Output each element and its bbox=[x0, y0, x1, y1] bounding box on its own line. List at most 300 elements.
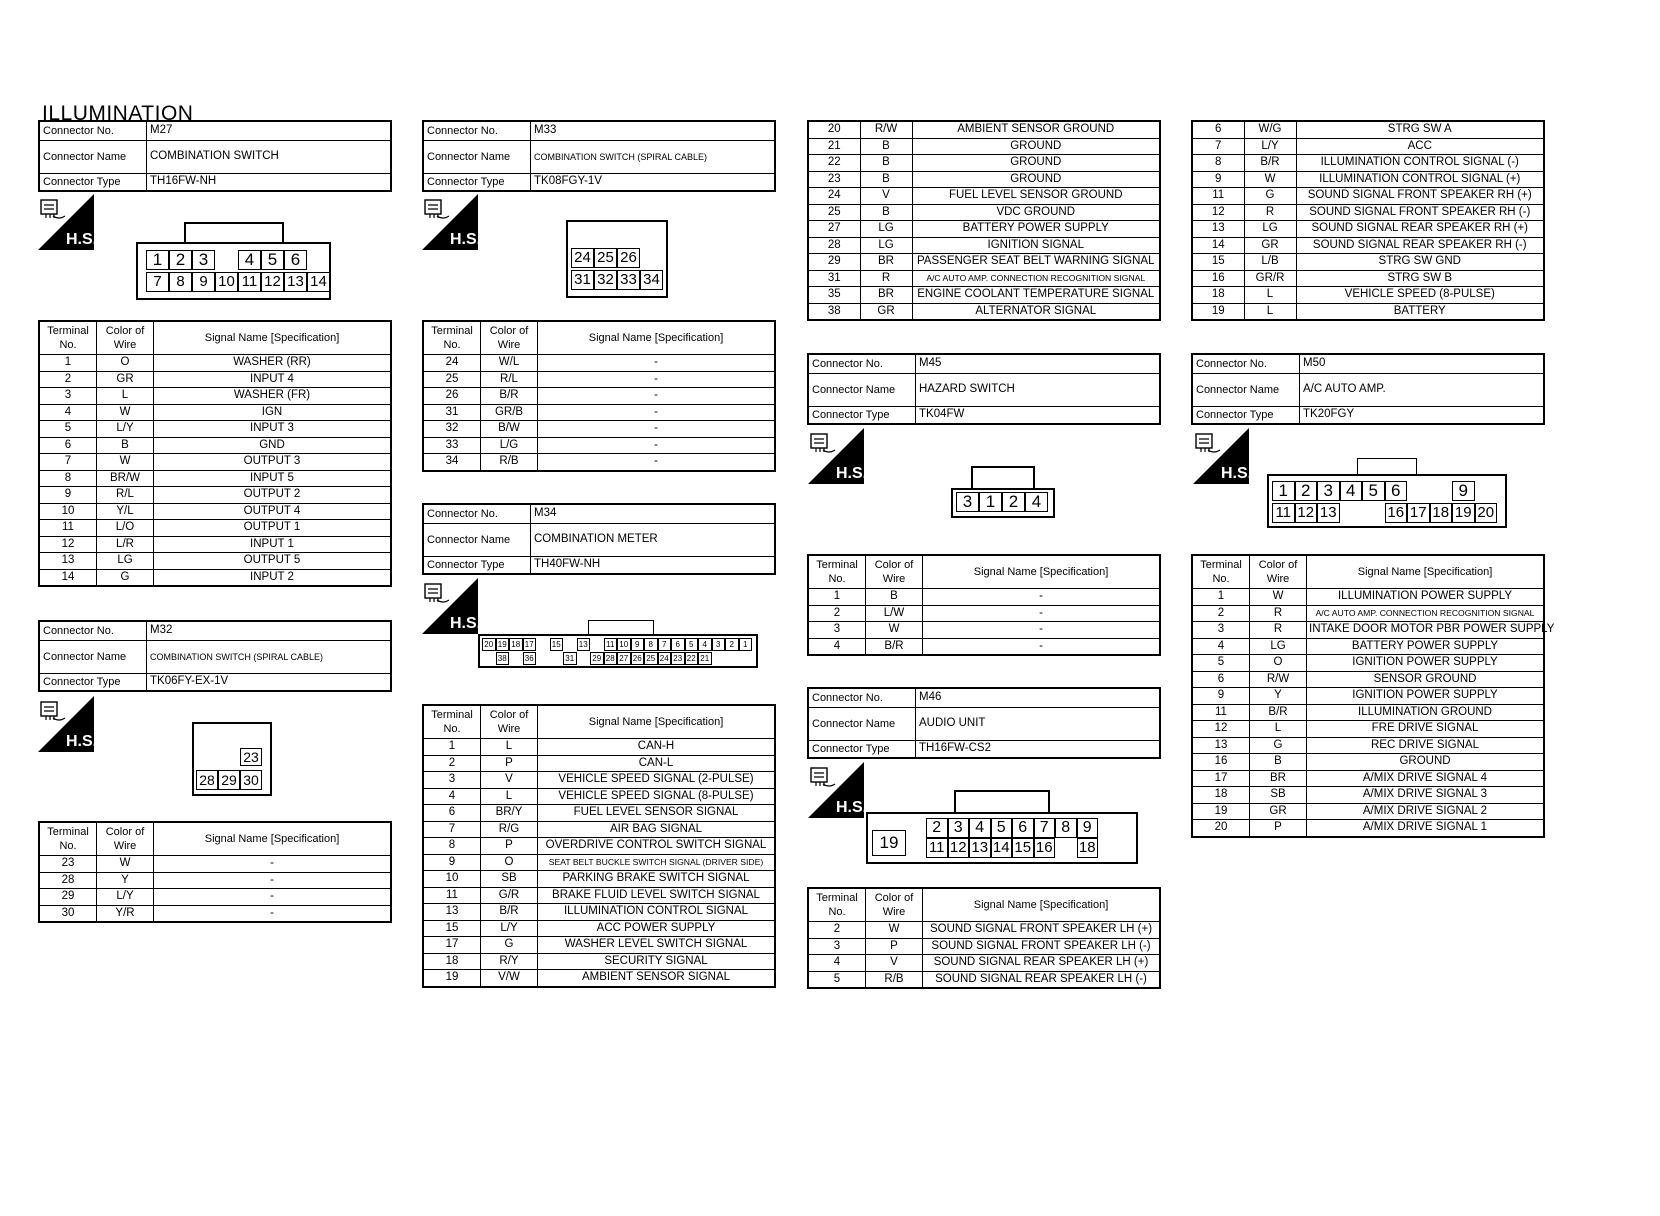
terminal-no: 11 bbox=[1192, 704, 1250, 721]
wire-color: LG bbox=[97, 553, 154, 570]
terminal-no: 34 bbox=[423, 454, 481, 471]
info-label: Connector Name bbox=[423, 141, 531, 174]
terminal-no: 2 bbox=[808, 922, 866, 939]
pin-4: 4 bbox=[698, 638, 712, 651]
terminal-table-m45 bbox=[807, 554, 1161, 656]
table-row bbox=[1192, 622, 1544, 639]
signal-name: SECURITY SIGNAL bbox=[538, 953, 776, 970]
pin-5: 5 bbox=[261, 250, 284, 270]
signal-name: STRG SW B bbox=[1296, 270, 1544, 287]
info-label: Connector Type bbox=[808, 741, 916, 759]
terminal-no: 9 bbox=[39, 487, 97, 504]
wire-color: L/Y bbox=[97, 421, 154, 438]
signal-name: - bbox=[538, 371, 776, 388]
pin-17: 17 bbox=[523, 638, 537, 651]
pin-blank bbox=[590, 638, 604, 651]
connector-number: M46 bbox=[916, 688, 1161, 708]
wire-color: P bbox=[866, 938, 923, 955]
terminal-no: 30 bbox=[39, 905, 97, 922]
terminal-table-m27 bbox=[38, 320, 392, 587]
terminal-no: 2 bbox=[1192, 605, 1250, 622]
terminal-no: 20 bbox=[1192, 820, 1250, 837]
signal-name: FUEL LEVEL SENSOR SIGNAL bbox=[538, 805, 776, 822]
table-row bbox=[808, 638, 1160, 655]
header-cell: Color of Wire bbox=[481, 705, 538, 739]
info-label: Connector No. bbox=[423, 504, 531, 524]
signal-name: ACC bbox=[1296, 138, 1544, 155]
signal-name: ILLUMINATION GROUND bbox=[1307, 704, 1545, 721]
table-header bbox=[423, 321, 775, 355]
pin-17: 17 bbox=[1407, 503, 1430, 523]
pin-11: 11 bbox=[926, 838, 948, 858]
wire-color: B bbox=[1250, 754, 1307, 771]
table-row bbox=[808, 171, 1160, 188]
terminal-no: 6 bbox=[1192, 671, 1250, 688]
terminal-no: 12 bbox=[1192, 204, 1244, 221]
table-row bbox=[808, 270, 1160, 287]
wire-color: R/B bbox=[866, 971, 923, 988]
terminal-no: 4 bbox=[808, 638, 866, 655]
signal-name: INPUT 4 bbox=[154, 371, 392, 388]
wire-color: LG bbox=[860, 221, 912, 238]
info-label: Connector No. bbox=[808, 354, 916, 374]
signal-name: ILLUMINATION POWER SUPPLY bbox=[1307, 589, 1545, 606]
pin-14: 14 bbox=[991, 838, 1013, 858]
pin-2: 2 bbox=[1002, 492, 1025, 512]
pin-25: 25 bbox=[594, 248, 617, 268]
wire-color: R/W bbox=[1250, 671, 1307, 688]
terminal-no: 13 bbox=[39, 553, 97, 570]
terminal-no: 2 bbox=[423, 755, 481, 772]
wire-color: B bbox=[860, 155, 912, 172]
wire-color: BR/W bbox=[97, 470, 154, 487]
wire-color: LG bbox=[1244, 221, 1296, 238]
pin-28: 28 bbox=[604, 652, 618, 665]
table-row bbox=[808, 971, 1160, 988]
signal-name: FUEL LEVEL SENSOR GROUND bbox=[912, 188, 1160, 205]
svg-text:H.S.: H.S. bbox=[836, 465, 868, 482]
wire-color: BR bbox=[860, 287, 912, 304]
signal-name: GROUND bbox=[912, 155, 1160, 172]
table-row bbox=[1192, 754, 1544, 771]
wire-color: SB bbox=[481, 871, 538, 888]
wire-color: B/W bbox=[481, 421, 538, 438]
signal-name: - bbox=[154, 856, 392, 873]
terminal-no: 3 bbox=[1192, 622, 1250, 639]
signal-name: IGNITION POWER SUPPLY bbox=[1307, 688, 1545, 705]
header-cell: Signal Name [Specification] bbox=[154, 321, 392, 355]
terminal-no: 12 bbox=[39, 536, 97, 553]
wire-color: G bbox=[1244, 188, 1296, 205]
signal-name: BATTERY POWER SUPPLY bbox=[912, 221, 1160, 238]
pin-13: 13 bbox=[969, 838, 991, 858]
pin-4: 4 bbox=[1025, 492, 1048, 512]
info-label: Connector No. bbox=[39, 121, 147, 141]
connector-latch-m46 bbox=[954, 790, 1050, 814]
pin-2: 2 bbox=[169, 250, 192, 270]
pin-blank bbox=[509, 652, 523, 665]
signal-name: OUTPUT 1 bbox=[154, 520, 392, 537]
wire-color: R bbox=[1244, 204, 1296, 221]
terminal-no: 4 bbox=[1192, 638, 1250, 655]
signal-name: ACC POWER SUPPLY bbox=[538, 920, 776, 937]
terminal-no: 9 bbox=[423, 854, 481, 871]
table-row bbox=[423, 404, 775, 421]
signal-name: OUTPUT 5 bbox=[154, 553, 392, 570]
header-cell: Color of Wire bbox=[866, 888, 923, 922]
info-label: Connector No. bbox=[39, 621, 147, 641]
table-row bbox=[1192, 303, 1544, 320]
terminal-no: 11 bbox=[39, 520, 97, 537]
pin-16: 16 bbox=[1385, 503, 1408, 523]
signal-name: SEAT BELT BUCKLE SWITCH SIGNAL (DRIVER SIDE) bbox=[538, 854, 776, 871]
wire-color: W bbox=[97, 454, 154, 471]
connector-number: M27 bbox=[147, 121, 392, 141]
header-cell: Color of Wire bbox=[1250, 555, 1307, 589]
table-row bbox=[1192, 704, 1544, 721]
table-row bbox=[1192, 605, 1544, 622]
pin-13: 13 bbox=[284, 272, 307, 292]
wire-color: V bbox=[481, 772, 538, 789]
table-row bbox=[39, 905, 391, 922]
table-header bbox=[1192, 555, 1544, 589]
table-row bbox=[1192, 188, 1544, 205]
wire-color: O bbox=[481, 854, 538, 871]
connector-name: COMBINATION SWITCH bbox=[147, 141, 392, 174]
table-row bbox=[808, 237, 1160, 254]
terminal-no: 26 bbox=[423, 388, 481, 405]
table-row bbox=[808, 155, 1160, 172]
pin-blank bbox=[536, 638, 550, 651]
signal-name: - bbox=[538, 437, 776, 454]
wire-color: O bbox=[97, 355, 154, 372]
wire-color: V bbox=[866, 955, 923, 972]
table-row bbox=[808, 605, 1160, 622]
wire-color: B/R bbox=[481, 904, 538, 921]
signal-name: SOUND SIGNAL FRONT SPEAKER LH (-) bbox=[923, 938, 1161, 955]
header-cell: Terminal No. bbox=[1192, 555, 1250, 589]
terminal-no: 13 bbox=[1192, 737, 1250, 754]
signal-name: PASSENGER SEAT BELT WARNING SIGNAL bbox=[912, 254, 1160, 271]
signal-name: ILLUMINATION CONTROL SIGNAL (-) bbox=[1296, 155, 1544, 172]
terminal-no: 2 bbox=[808, 605, 866, 622]
terminal-no: 33 bbox=[423, 437, 481, 454]
signal-name: VEHICLE SPEED (8-PULSE) bbox=[1296, 287, 1544, 304]
wire-color: B bbox=[860, 204, 912, 221]
table-row bbox=[39, 872, 391, 889]
header-cell: Terminal No. bbox=[808, 555, 866, 589]
signal-name: ENGINE COOLANT TEMPERATURE SIGNAL bbox=[912, 287, 1160, 304]
terminal-no: 15 bbox=[423, 920, 481, 937]
signal-name: OVERDRIVE CONTROL SWITCH SIGNAL bbox=[538, 838, 776, 855]
wire-color: P bbox=[1250, 820, 1307, 837]
table-row bbox=[1192, 671, 1544, 688]
pin-24: 24 bbox=[571, 248, 594, 268]
terminal-table-m46 bbox=[807, 887, 1161, 989]
pin-blank bbox=[482, 652, 496, 665]
wire-color: W bbox=[97, 856, 154, 873]
wire-color: W bbox=[866, 922, 923, 939]
pin-4: 4 bbox=[969, 818, 991, 838]
table-row bbox=[808, 204, 1160, 221]
pin-4: 4 bbox=[238, 250, 261, 270]
table-row bbox=[808, 221, 1160, 238]
table-row bbox=[1192, 589, 1544, 606]
wire-color: R/L bbox=[97, 487, 154, 504]
signal-name: INPUT 3 bbox=[154, 421, 392, 438]
pin-28: 28 bbox=[196, 770, 218, 790]
svg-text:H.S.: H.S. bbox=[66, 733, 98, 750]
wire-color: R/Y bbox=[481, 953, 538, 970]
info-label: Connector Type bbox=[39, 674, 147, 692]
terminal-no: 1 bbox=[423, 739, 481, 756]
signal-name: VEHICLE SPEED SIGNAL (8-PULSE) bbox=[538, 788, 776, 805]
table-row bbox=[808, 589, 1160, 606]
signal-name: INPUT 1 bbox=[154, 536, 392, 553]
pin-1: 1 bbox=[146, 250, 169, 270]
signal-name: SOUND SIGNAL REAR SPEAKER RH (-) bbox=[1296, 237, 1544, 254]
wire-color: B bbox=[866, 589, 923, 606]
connector-info-m27 bbox=[38, 120, 392, 192]
terminal-no: 22 bbox=[808, 155, 860, 172]
wire-color: G bbox=[1250, 737, 1307, 754]
pin-9: 9 bbox=[631, 638, 645, 651]
table-row bbox=[39, 569, 391, 586]
table-row bbox=[39, 404, 391, 421]
terminal-no: 31 bbox=[808, 270, 860, 287]
pin-blank bbox=[218, 748, 240, 766]
connector-type: TK04FW bbox=[916, 407, 1161, 425]
pin-blank bbox=[196, 748, 218, 766]
table-row bbox=[423, 437, 775, 454]
table-row bbox=[39, 454, 391, 471]
pin-34: 34 bbox=[640, 270, 663, 290]
wire-color: GR/R bbox=[1244, 270, 1296, 287]
wire-color: Y bbox=[97, 872, 154, 889]
connector-info-m34 bbox=[422, 503, 776, 575]
wire-color: L bbox=[1244, 287, 1296, 304]
terminal-no: 35 bbox=[808, 287, 860, 304]
terminal-no: 28 bbox=[808, 237, 860, 254]
wire-color: G bbox=[481, 937, 538, 954]
terminal-table-m34-cont bbox=[807, 120, 1161, 321]
info-label: Connector Name bbox=[1192, 374, 1300, 407]
pin-10: 10 bbox=[215, 272, 238, 292]
signal-name: SENSOR GROUND bbox=[1307, 671, 1545, 688]
connector-info-m50 bbox=[1191, 353, 1545, 425]
header-cell: Signal Name [Specification] bbox=[538, 321, 776, 355]
pin-30: 30 bbox=[240, 770, 262, 790]
terminal-no: 18 bbox=[1192, 287, 1244, 304]
table-row bbox=[808, 287, 1160, 304]
terminal-no: 32 bbox=[423, 421, 481, 438]
pin-11: 11 bbox=[604, 638, 618, 651]
signal-name: SOUND SIGNAL REAR SPEAKER RH (+) bbox=[1296, 221, 1544, 238]
terminal-no: 19 bbox=[423, 970, 481, 987]
connector-latch-m34 bbox=[588, 620, 654, 636]
pin-26: 26 bbox=[631, 652, 645, 665]
terminal-no: 18 bbox=[1192, 787, 1250, 804]
terminal-no: 1 bbox=[1192, 589, 1250, 606]
connector-number: M45 bbox=[916, 354, 1161, 374]
terminal-no: 5 bbox=[1192, 655, 1250, 672]
table-header bbox=[423, 705, 775, 739]
table-row bbox=[39, 487, 391, 504]
table-row bbox=[39, 889, 391, 906]
info-label: Connector Type bbox=[423, 557, 531, 575]
pin-1: 1 bbox=[1272, 481, 1295, 501]
pin-10: 10 bbox=[617, 638, 631, 651]
info-label: Connector No. bbox=[423, 121, 531, 141]
terminal-no: 10 bbox=[39, 503, 97, 520]
pin-29: 29 bbox=[590, 652, 604, 665]
table-row bbox=[39, 856, 391, 873]
connector-name: HAZARD SWITCH bbox=[916, 374, 1161, 407]
wire-color: B bbox=[860, 138, 912, 155]
table-row bbox=[1192, 787, 1544, 804]
connector-name: COMBINATION METER bbox=[531, 524, 776, 557]
table-row bbox=[808, 121, 1160, 138]
wire-color: LG bbox=[1250, 638, 1307, 655]
connector-type: TK20FGY bbox=[1300, 407, 1545, 425]
wire-color: P bbox=[481, 755, 538, 772]
table-row bbox=[39, 503, 391, 520]
signal-name: AMBIENT SENSOR GROUND bbox=[912, 121, 1160, 138]
terminal-no: 16 bbox=[1192, 754, 1250, 771]
terminal-no: 28 bbox=[39, 872, 97, 889]
signal-name: CAN-H bbox=[538, 739, 776, 756]
pin-blank bbox=[215, 250, 238, 270]
table-row bbox=[423, 371, 775, 388]
signal-name: A/MIX DRIVE SIGNAL 4 bbox=[1307, 770, 1545, 787]
connector-info-m46 bbox=[807, 687, 1161, 759]
wire-color: LG bbox=[860, 237, 912, 254]
terminal-no: 1 bbox=[808, 589, 866, 606]
terminal-no: 4 bbox=[39, 404, 97, 421]
wire-color: L bbox=[1250, 721, 1307, 738]
signal-name: SOUND SIGNAL FRONT SPEAKER LH (+) bbox=[923, 922, 1161, 939]
table-row bbox=[423, 937, 775, 954]
pin-8: 8 bbox=[644, 638, 658, 651]
harness-side-icon bbox=[1193, 428, 1253, 484]
terminal-table-m46-cont bbox=[1191, 120, 1545, 321]
header-cell: Terminal No. bbox=[39, 321, 97, 355]
pin-12: 12 bbox=[261, 272, 284, 292]
table-row bbox=[808, 922, 1160, 939]
info-label: Connector Name bbox=[39, 641, 147, 674]
terminal-no: 3 bbox=[39, 388, 97, 405]
pin-3: 3 bbox=[192, 250, 215, 270]
pin-32: 32 bbox=[594, 270, 617, 290]
wire-color: B/R bbox=[866, 638, 923, 655]
table-row bbox=[1192, 688, 1544, 705]
terminal-no: 16 bbox=[1192, 270, 1244, 287]
connector-info-m33 bbox=[422, 120, 776, 192]
wire-color: W bbox=[97, 404, 154, 421]
wire-color: R/G bbox=[481, 821, 538, 838]
pin-13: 13 bbox=[1317, 503, 1340, 523]
table-row bbox=[39, 437, 391, 454]
table-row bbox=[423, 454, 775, 471]
wire-color: BR bbox=[860, 254, 912, 271]
signal-name: STRG SW GND bbox=[1296, 254, 1544, 271]
signal-name: A/C AUTO AMP. CONNECTION RECOGNITION SIGNAL bbox=[912, 270, 1160, 287]
pin-21: 21 bbox=[698, 652, 712, 665]
terminal-no: 15 bbox=[1192, 254, 1244, 271]
header-cell: Color of Wire bbox=[97, 321, 154, 355]
signal-name: SOUND SIGNAL REAR SPEAKER LH (+) bbox=[923, 955, 1161, 972]
signal-name: OUTPUT 4 bbox=[154, 503, 392, 520]
pin-6: 6 bbox=[1385, 481, 1408, 501]
terminal-no: 7 bbox=[1192, 138, 1244, 155]
page-title: ILLUMINATION bbox=[42, 102, 194, 125]
signal-name: - bbox=[923, 589, 1161, 606]
svg-text:H.S.: H.S. bbox=[450, 231, 482, 248]
info-label: Connector Name bbox=[39, 141, 147, 174]
table-row bbox=[423, 421, 775, 438]
terminal-no: 29 bbox=[39, 889, 97, 906]
signal-name: INPUT 5 bbox=[154, 470, 392, 487]
wire-color: R/L bbox=[481, 371, 538, 388]
table-row bbox=[808, 303, 1160, 320]
signal-name: SOUND SIGNAL FRONT SPEAKER RH (-) bbox=[1296, 204, 1544, 221]
table-row bbox=[808, 938, 1160, 955]
pin-blank bbox=[640, 248, 663, 268]
table-row bbox=[39, 421, 391, 438]
signal-name: GND bbox=[154, 437, 392, 454]
table-row bbox=[1192, 287, 1544, 304]
table-row bbox=[1192, 655, 1544, 672]
table-header bbox=[808, 555, 1160, 589]
terminal-no: 9 bbox=[1192, 688, 1250, 705]
terminal-no: 12 bbox=[1192, 721, 1250, 738]
table-row bbox=[1192, 737, 1544, 754]
pin-36: 36 bbox=[523, 652, 537, 665]
pin-blank bbox=[1055, 838, 1077, 858]
wire-color: L bbox=[481, 788, 538, 805]
header-cell: Terminal No. bbox=[423, 705, 481, 739]
pin-blank bbox=[577, 652, 591, 665]
signal-name: - bbox=[923, 622, 1161, 639]
table-row bbox=[1192, 721, 1544, 738]
signal-name: BRAKE FLUID LEVEL SWITCH SIGNAL bbox=[538, 887, 776, 904]
wire-color: L bbox=[1244, 303, 1296, 320]
terminal-no: 27 bbox=[808, 221, 860, 238]
svg-text:H.S.: H.S. bbox=[1221, 465, 1253, 482]
pin-13: 13 bbox=[577, 638, 591, 651]
signal-name: ILLUMINATION CONTROL SIGNAL bbox=[538, 904, 776, 921]
signal-name: WASHER (RR) bbox=[154, 355, 392, 372]
connector-type: TH16FW-NH bbox=[147, 174, 392, 192]
signal-name: INPUT 2 bbox=[154, 569, 392, 586]
info-label: Connector Type bbox=[423, 174, 531, 192]
connector-info-m32 bbox=[38, 620, 392, 692]
wire-color: V bbox=[860, 188, 912, 205]
pin-1: 1 bbox=[739, 638, 753, 651]
signal-name: VEHICLE SPEED SIGNAL (2-PULSE) bbox=[538, 772, 776, 789]
table-row bbox=[1192, 638, 1544, 655]
signal-name: - bbox=[538, 421, 776, 438]
pin-5: 5 bbox=[1362, 481, 1385, 501]
signal-name: GROUND bbox=[912, 171, 1160, 188]
signal-name: - bbox=[538, 388, 776, 405]
pin-5: 5 bbox=[685, 638, 699, 651]
terminal-no: 13 bbox=[1192, 221, 1244, 238]
table-row bbox=[1192, 770, 1544, 787]
harness-side-icon bbox=[38, 194, 98, 250]
terminal-no: 11 bbox=[423, 887, 481, 904]
terminal-no: 23 bbox=[808, 171, 860, 188]
